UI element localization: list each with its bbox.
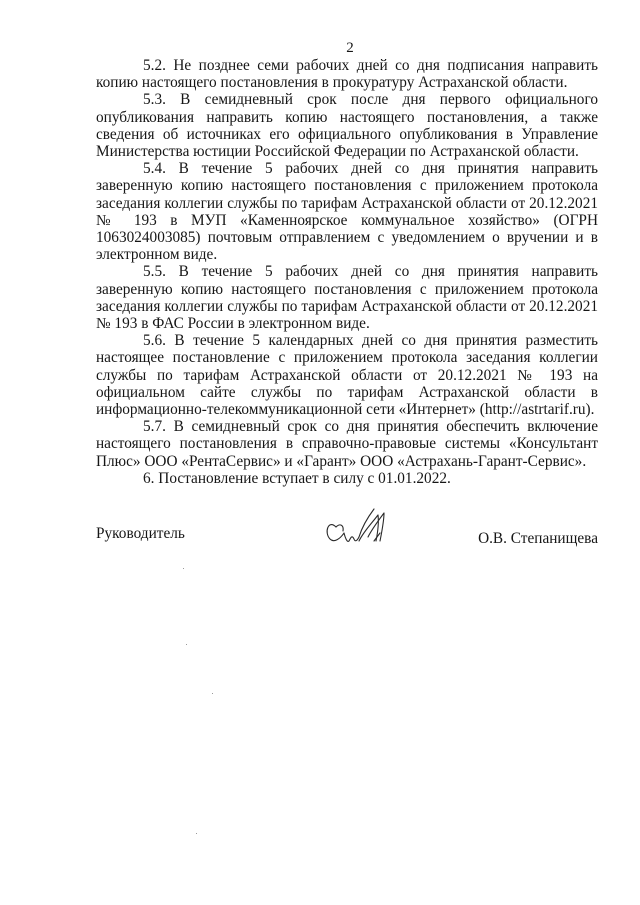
paragraph-5-7: 5.7. В семидневный срок со дня принятия обеспечить включение настоящего постановления в справочно-правовые системы «Консультант Плюс» ООО «РентаСервис» и «Гарант» ООО «Астрахань-Гарант-Сервис». — [96, 418, 598, 470]
signature-block — [96, 497, 598, 557]
signatory-role: Руководитель — [96, 525, 185, 542]
scan-speck — [196, 833, 197, 834]
paragraph-6: 6. Постановление вступает в силу с 01.01.2022. — [143, 469, 451, 487]
scan-speck — [186, 644, 187, 645]
document-body — [96, 57, 598, 487]
signatory-name: О.В. Степанищева — [478, 530, 598, 547]
paragraph-5-4: 5.4. В течение 5 рабочих дней со дня принятия направить заверенную копию настоящего постановления с приложением протокола заседания коллегии службы по тарифам Астраханской области от 20.12.2021 № 193 в МУП «Каменноярское коммунальное хозяйство» (ОГРН 1063024003085) почтовым отправлением с уведомлением о вручении и в электронном виде. — [96, 160, 598, 264]
paragraph-5-6: 5.6. В течение 5 календарных дней со дня принятия разместить настоящее постановление с приложением протокола заседания коллегии службы по тарифам Астраханской области от 20.12.2021 № 193 на официальном сайте службы по тарифам Астраханской области в информационно-телекоммуникационной сети «Интернет» (http://astrtarif.ru). — [96, 332, 598, 419]
paragraph-5-5: 5.5. В течение 5 рабочих дней со дня принятия направить заверенную копию настоящего постановления с приложением протокола заседания коллегии службы по тарифам Астраханской области от 20.12.2021 № 193 в ФАС России в электронном виде. — [96, 263, 598, 333]
page-number: 2 — [346, 40, 354, 56]
handwritten-signature — [318, 497, 398, 551]
scan-speck — [183, 568, 184, 569]
scan-speck — [212, 693, 213, 694]
paragraph-5-3: 5.3. В семидневный срок после дня первого официального опубликования направить копию настоящего постановления, а также сведения об источниках его официального опубликования в Управление Министерства юстиции Российской Федерации по Астраханской области. — [96, 91, 598, 161]
paragraph-5-2: 5.2. Не позднее семи рабочих дней со дня подписания направить копию настоящего постановления в прокуратуру Астраханской области. — [96, 57, 598, 92]
